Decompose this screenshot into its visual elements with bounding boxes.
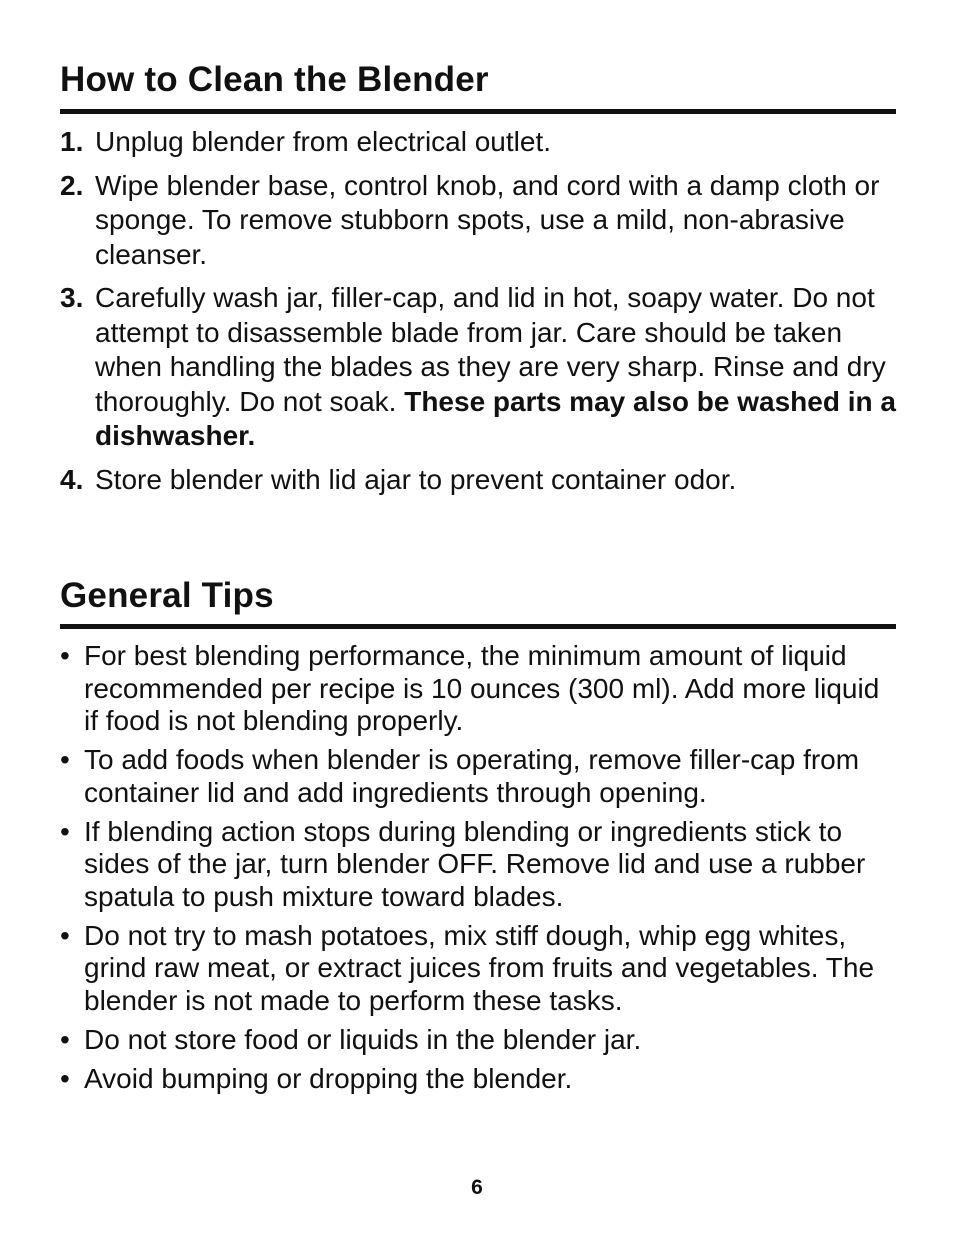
clean-section-title: How to Clean the Blender xyxy=(60,60,489,99)
tip-item xyxy=(60,744,900,809)
step-text: Store blender with lid ajar to prevent container odor. xyxy=(95,463,737,495)
tip-item xyxy=(60,920,900,1018)
step-number: 2. xyxy=(60,169,84,201)
bullet-icon: • xyxy=(60,815,70,847)
step-bold-note: These parts may also be washed in a dishwasher. xyxy=(95,385,896,451)
cleaning-step-4 xyxy=(60,463,896,498)
tip-text: If blending action stops during blending or ingredients stick to sides of the jar, turn blender OFF. Remove lid and use a rubber spatula to push mixture toward blades. xyxy=(84,815,866,912)
clean-section-rule xyxy=(60,109,896,114)
step-number: 3. xyxy=(60,282,84,313)
tip-text: Do not try to mash potatoes, mix stiff dough, whip egg whites, grind raw meat, or extract juices from fruits and vegetables. The blender is not made to perform these tasks. xyxy=(84,919,875,1016)
step-text-container xyxy=(95,281,896,454)
cleaning-steps-list xyxy=(60,125,896,506)
bullet-icon: • xyxy=(60,1023,70,1055)
bullet-icon: • xyxy=(60,640,70,671)
step-text: Wipe blender base, control knob, and cord with a damp cloth or sponge. To remove stubborn spots, use a mild, non-abrasive cleanser. xyxy=(95,169,880,270)
tip-item xyxy=(60,640,900,738)
general-tips-list xyxy=(60,640,900,1102)
bullet-icon: • xyxy=(60,1062,70,1094)
bullet-icon: • xyxy=(60,919,70,951)
step-text: Unplug blender from electrical outlet. xyxy=(95,126,552,157)
bullet-icon: • xyxy=(60,744,70,775)
cleaning-step-1 xyxy=(60,125,896,160)
tips-section-rule xyxy=(60,624,896,629)
tip-item xyxy=(60,1024,900,1057)
tips-section-title: General Tips xyxy=(60,576,274,615)
cleaning-step-3 xyxy=(60,281,896,454)
tip-text: Do not store food or liquids in the blender jar. xyxy=(84,1023,642,1055)
tip-item xyxy=(60,816,900,914)
cleaning-step-2 xyxy=(60,169,896,273)
step-number: 4. xyxy=(60,463,84,495)
tip-text: To add foods when blender is operating, remove filler-cap from container lid and add ingredients through opening. xyxy=(84,744,860,808)
tip-text: For best blending performance, the minimum amount of liquid recommended per recipe is 10 ounces (300 ml). Add more liquid if food is not blending properly. xyxy=(84,640,880,736)
tip-text: Avoid bumping or dropping the blender. xyxy=(84,1062,573,1094)
step-text: Carefully wash jar, filler-cap, and lid in hot, soapy water. Do not attempt to disassemble blade from jar. Care should be taken when handling the blades as they are very sharp. Rinse and dry thoroughly. Do not soak. xyxy=(95,282,886,417)
tip-item xyxy=(60,1063,900,1096)
step-number: 1. xyxy=(60,126,84,157)
page-number: 6 xyxy=(471,1176,483,1199)
